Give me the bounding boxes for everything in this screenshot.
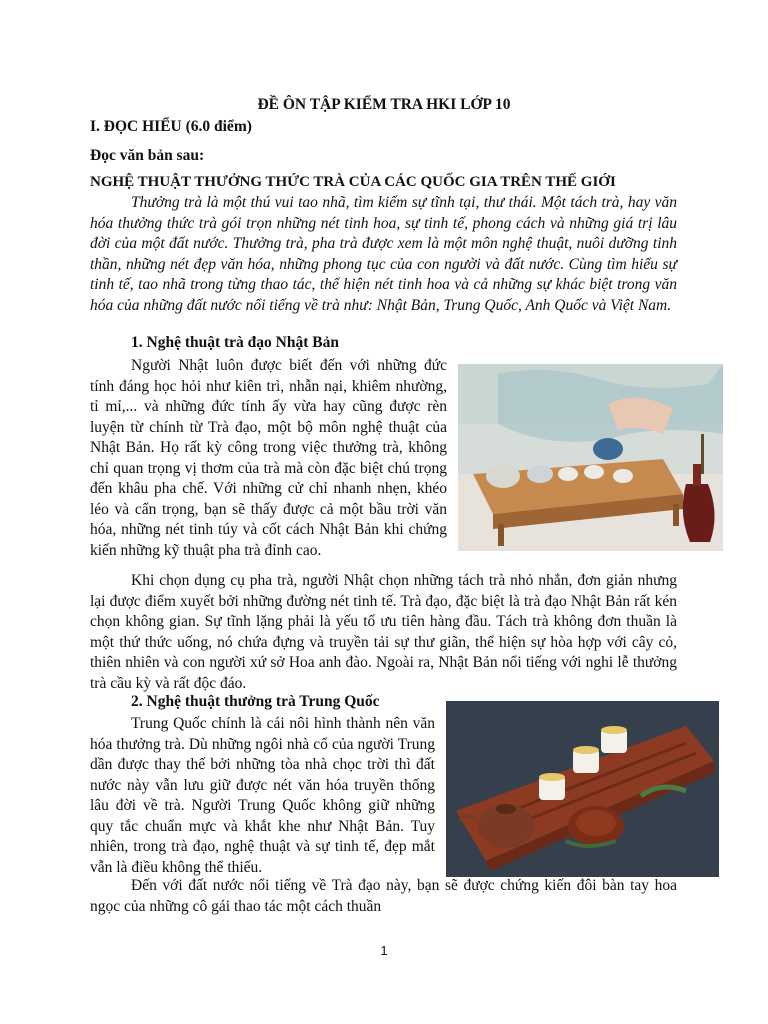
intro-paragraph: Thưởng trà là một thú vui tao nhã, tìm kiếm sự tĩnh tại, thư thái. Một tách trà, hay văn hóa thưởng thức trà gói trọn những nét tinh hoa, sự tinh tế, phong cách và những giá trị lâu đời của một đất nước. Thưởng trà, pha trà được xem là một môn nghệ thuật, nuôi dưỡng tinh thần, những nét đẹp văn hóa, những phong tục của con người và đất nước. Cùng tìm hiểu sự tinh tế, tao nhã trong từng thao tác, thể hiện nét tinh hoa và cả những sự khác biệt trong văn hóa của những đất nước nổi tiếng về trà như: Nhật Bản, Trung Quốc, Anh Quốc và Việt Nam. [90,194,677,314]
paragraph-japan-2: Khi chọn dụng cụ pha trà, người Nhật chọn những tách trà nhỏ nhắn, đơn giản nhưng lại được điểm xuyết bởi những đường nét tinh tế. Trà đạo, đặc biệt là trà đạo Nhật Bản rất kén chọn không gian. Sự tĩnh lặng phải là yếu tố ưu tiên hàng đầu. Tách trà không đơn thuần là một thứ thức uống, nó chứa đựng và truyền tải sự thư giãn, thể hiện sự hòa hợp với cây cỏ, thiên nhiên và con người xứ sở Hoa anh đào. Ngoài ra, Nhật Bản nổi tiếng với nghi lễ thưởng trà cầu kỳ và rất độc đáo. [90,572,677,692]
page-number: 1 [380,943,388,958]
japanese-tea-ceremony-image [458,364,723,551]
article-title: NGHỆ THUẬT THƯỞNG THỨC TRÀ CỦA CÁC QUỐC GIA TRÊN THẾ GIỚI [90,174,616,190]
heading-japan: 1. Nghệ thuật trà đạo Nhật Bản [131,334,339,351]
document-title: ĐỀ ÔN TẬP KIỂM TRA HKI LỚP 10 [257,96,511,113]
chinese-tea-set-image [446,701,719,877]
paragraph-china-1: Trung Quốc chính là cái nôi hình thành nên văn hóa thưởng trà. Dù những ngôi nhà cổ của người Trung dần được thay thế bởi những tòa nhà chọc trời thì đất nước này vẫn lưu giữ được nét văn hóa truyền thống lâu đời về trà. Người Trung Quốc không giữ những quy tắc chuẩn mực và khắt khe như Nhật Bản. Tuy nhiên, trong trà đạo, nghệ thuật và sự tinh tế, đẹp mắt vẫn là điều không thể thiếu. [90,715,435,876]
heading-china: 2. Nghệ thuật thưởng trà Trung Quốc [131,693,380,710]
section-heading: I. ĐỌC HIỂU (6.0 điểm) [90,118,252,135]
paragraph-japan-1: Người Nhật luôn được biết đến với những đức tính đáng học hỏi như kiên trì, nhẫn nại, khiêm nhường, tỉ mỉ,... và những đức tính ấy vừa hay cũng được rèn luyện từ chính từ Trà đạo, một bộ môn nghệ thuật của Nhật Bản. Họ rất kỳ công trong việc thưởng trà, không chỉ quan trọng vị thơm của trà mà còn đặc biệt chú trọng đến khâu pha chế. Với những cử chỉ nhanh nhẹn, khéo léo và cẩn trọng, bạn sẽ thấy được cả một bầu trời văn hóa, những nét tinh túy và cốt cách Nhật Bản khi chứng kiến những kỹ thuật pha trà đỉnh cao. [90,357,447,559]
paragraph-china-2: Đến với đất nước nổi tiếng về Trà đạo này, bạn sẽ được chứng kiến đôi bàn tay hoa ngọc của những cô gái thao tác một cách thuần [90,877,677,915]
reading-prompt: Đọc văn bản sau: [90,147,205,164]
